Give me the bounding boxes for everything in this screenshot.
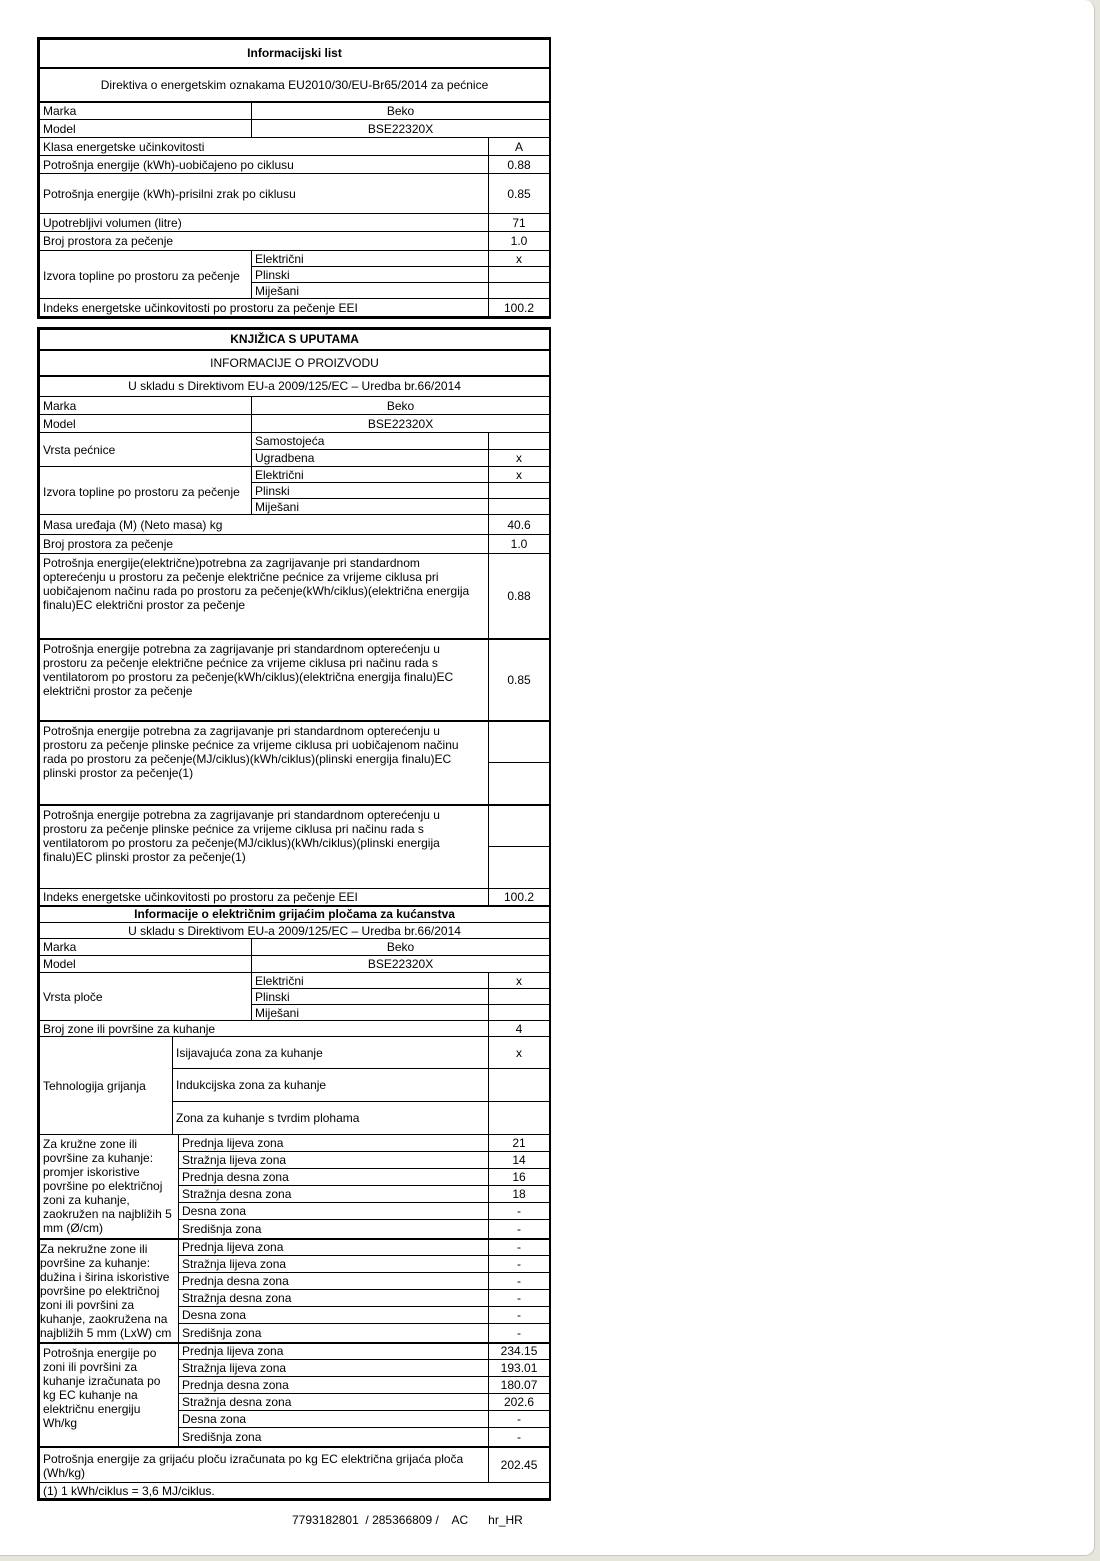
non-circular-zone-value: -	[489, 1256, 550, 1273]
heat-source-electric-value: x	[489, 251, 550, 267]
energy-label-sheet	[37, 37, 551, 319]
oven-heat-source-label: Izvora topline po prostoru za pečenje	[40, 467, 252, 515]
ec-electric-fan-label: Potrošnja energije potrebna za zagrijavanje pri standardnom opterećenju u prostoru za pečenje električne pećnice za vrijeme ciklusa pri načinu rada s ventilatorom po prostoru za pečenje(kWh/ciklus)(električna energija finalu)EC električni prostor za pečenje	[40, 639, 489, 721]
footnote: (1) 1 kWh/ciklus = 3,6 MJ/ciklus.	[40, 1483, 550, 1499]
oven-heat-mixed-label: Miješani	[252, 499, 489, 515]
oven-heat-electric-label: Električni	[252, 467, 489, 483]
circular-zone-value: 14	[489, 1152, 550, 1169]
hob-type-electric-label: Električni	[252, 973, 489, 989]
radiant-zone-label: Isijavajuća zona za kuhanje	[173, 1037, 489, 1069]
hob-type-mixed-value	[489, 1005, 550, 1021]
oven-directive-text: U skladu s Direktivom EU-a 2009/125/EC – Uredba br.66/2014	[40, 376, 550, 397]
oven-eei-label: Indeks energetske učinkovitosti po prostoru za pečenje EEI	[40, 889, 489, 906]
zone-consumption-value: 202.6	[489, 1394, 550, 1411]
zone-consumption-name: Desna zona	[179, 1411, 489, 1428]
circular-zone-name: Prednja desna zona	[179, 1169, 489, 1186]
oven-type-freestanding-value	[489, 433, 550, 450]
heat-source-gas-label: Plinski	[252, 267, 489, 283]
mass-value: 40.6	[489, 515, 550, 535]
oven-type-builtin-value: x	[489, 450, 550, 467]
ec-electric-conventional-value: 0.88	[489, 554, 550, 639]
eei-label: Indeks energetske učinkovitosti po prostoru za pečenje EEI	[40, 299, 489, 317]
hob-consumption-value: 202.45	[489, 1447, 550, 1483]
non-circular-zone-name: Prednja lijeva zona	[179, 1239, 489, 1256]
zone-consumption-name: Središnja zona	[179, 1428, 489, 1447]
product-info-subtitle: INFORMACIJE O PROIZVODU	[40, 350, 550, 376]
non-circular-zone-name: Prednja desna zona	[179, 1273, 489, 1290]
heat-source-label: Izvora topline po prostoru za pečenje	[40, 251, 252, 299]
circular-zone-value: -	[489, 1220, 550, 1239]
hob-directive-text: U skladu s Direktivom EU-a 2009/125/EC – Uredba br.66/2014	[40, 923, 550, 939]
hob-model-value: BSE22320X	[252, 956, 550, 973]
oven-brand-label: Marka	[40, 397, 252, 415]
oven-cavity-count-label: Broj prostora za pečenje	[40, 535, 489, 554]
document-footer: 7793182801 / 285366809 / AC hr_HR	[292, 1513, 523, 1527]
consumption-fan-label: Potrošnja energije (kWh)-prisilni zrak po ciklusu	[40, 174, 489, 214]
zone-consumption-value: 234.15	[489, 1343, 550, 1360]
oven-heat-gas-value	[489, 483, 550, 499]
energy-class-value: A	[489, 138, 550, 156]
circular-zone-name: Desna zona	[179, 1203, 489, 1220]
non-circular-zone-value: -	[489, 1273, 550, 1290]
hob-type-gas-label: Plinski	[252, 989, 489, 1005]
brand-value: Beko	[252, 102, 550, 120]
zone-consumption-name: Prednja lijeva zona	[179, 1343, 489, 1360]
non-circular-zones-label: Za nekružne zone ili površine za kuhanje: dužina i širina iskoristive površine po električnoj zoni ili površini za kuhanje, zaokružena na najbližih 5 mm (LxW) cm	[40, 1239, 179, 1343]
circular-zone-value: 21	[489, 1135, 550, 1152]
induction-zone-label: Indukcijska zona za kuhanje	[173, 1069, 489, 1102]
solid-plate-zone-label: Zona za kuhanje s tvrdim plohama	[173, 1102, 489, 1135]
cooking-zones-label: Broj zone ili površine za kuhanje	[40, 1021, 489, 1037]
circular-zone-name: Središnja zona	[179, 1220, 489, 1239]
hob-type-label: Vrsta ploče	[40, 973, 252, 1021]
ec-electric-fan-value: 0.85	[489, 639, 550, 721]
oven-heat-electric-value: x	[489, 467, 550, 483]
oven-type-freestanding-label: Samostojeća	[252, 433, 489, 450]
oven-model-label: Model	[40, 415, 252, 433]
ec-gas-fan-label: Potrošnja energije potrebna za zagrijavanje pri standardnom opterećenju u prostoru za pečenje plinske pećnice za vrijeme ciklusa pri načinu rada s ventilatorom po prostoru za pečenje(MJ/ciklus)(kWh/ciklus)(plinski energija finalu)EC plinski prostor za pečenje(1)	[40, 805, 489, 889]
induction-zone-value	[489, 1069, 550, 1102]
sheet-title: Informacijski list	[40, 40, 550, 68]
heating-technology-label: Tehnologija grijanja	[40, 1037, 173, 1135]
cavity-count-label: Broj prostora za pečenje	[40, 232, 489, 251]
manual-title: KNJIŽICA S UPUTAMA	[40, 330, 550, 350]
consumption-fan-value: 0.85	[489, 174, 550, 214]
hob-model-label: Model	[40, 956, 252, 973]
oven-heat-mixed-value	[489, 499, 550, 515]
heat-source-mixed-label: Miješani	[252, 283, 489, 299]
circular-zone-value: 18	[489, 1186, 550, 1203]
volume-value: 71	[489, 214, 550, 232]
model-value: BSE22320X	[252, 120, 550, 138]
product-info-sheet	[37, 327, 551, 1501]
cavity-count-value: 1.0	[489, 232, 550, 251]
hob-type-gas-value	[489, 989, 550, 1005]
non-circular-zone-value: -	[489, 1307, 550, 1324]
solid-plate-zone-value	[489, 1102, 550, 1135]
hob-type-mixed-label: Miješani	[252, 1005, 489, 1021]
zone-consumption-value: -	[489, 1428, 550, 1447]
ec-gas-conventional-mj	[489, 721, 550, 763]
zone-consumption-name: Stražnja lijeva zona	[179, 1360, 489, 1377]
eei-value: 100.2	[489, 299, 550, 317]
non-circular-zone-name: Stražnja lijeva zona	[179, 1256, 489, 1273]
radiant-zone-value: x	[489, 1037, 550, 1069]
oven-model-value: BSE22320X	[252, 415, 550, 433]
zone-consumption-value: 180.07	[489, 1377, 550, 1394]
zone-consumption-label: Potrošnja energije po zoni ili površini za kuhanje izračunata po kg EC kuhanje na električnu energiju Wh/kg	[40, 1343, 179, 1447]
oven-cavity-count-value: 1.0	[489, 535, 550, 554]
cooking-zones-value: 4	[489, 1021, 550, 1037]
circular-zone-name: Prednja lijeva zona	[179, 1135, 489, 1152]
energy-class-label: Klasa energetske učinkovitosti	[40, 138, 489, 156]
volume-label: Upotrebljivi volumen (litre)	[40, 214, 489, 232]
oven-heat-gas-label: Plinski	[252, 483, 489, 499]
oven-type-builtin-label: Ugradbena	[252, 450, 489, 467]
heat-source-gas-value	[489, 267, 550, 283]
non-circular-zone-name: Središnja zona	[179, 1324, 489, 1343]
circular-zone-name: Stražnja desna zona	[179, 1186, 489, 1203]
ec-gas-fan-kwh	[489, 847, 550, 889]
zone-consumption-name: Stražnja desna zona	[179, 1394, 489, 1411]
ec-gas-fan-mj	[489, 805, 550, 847]
circular-zone-value: 16	[489, 1169, 550, 1186]
hob-brand-value: Beko	[252, 939, 550, 956]
consumption-conventional-label: Potrošnja energije (kWh)-uobičajeno po ciklusu	[40, 156, 489, 174]
ec-gas-conventional-kwh	[489, 763, 550, 805]
hob-title: Informacije o električnim grijaćim pločama za kućanstva	[40, 906, 550, 923]
oven-eei-value: 100.2	[489, 889, 550, 906]
hob-type-electric-value: x	[489, 973, 550, 989]
heat-source-mixed-value	[489, 283, 550, 299]
zone-consumption-name: Prednja desna zona	[179, 1377, 489, 1394]
circular-zone-value: -	[489, 1203, 550, 1220]
hob-brand-label: Marka	[40, 939, 252, 956]
mass-label: Masa uređaja (M) (Neto masa) kg	[40, 515, 489, 535]
oven-brand-value: Beko	[252, 397, 550, 415]
directive-text: Direktiva o energetskim oznakama EU2010/30/EU-Br65/2014 za pećnice	[40, 68, 550, 102]
non-circular-zone-name: Stražnja desna zona	[179, 1290, 489, 1307]
zone-consumption-value: 193.01	[489, 1360, 550, 1377]
brand-label: Marka	[40, 102, 252, 120]
ec-electric-conventional-label: Potrošnja energije(električne)potrebna za zagrijavanje pri standardnom opterećenju u prostoru za pečenje električne pećnice za vrijeme ciklusa pri uobičajenom načinu rada po prostoru za pečenje(kWh/ciklus)(električna energija finalu)EC električni prostor za pečenje	[40, 554, 489, 639]
zone-consumption-value: -	[489, 1411, 550, 1428]
heat-source-electric-label: Električni	[252, 251, 489, 267]
non-circular-zone-value: -	[489, 1290, 550, 1307]
non-circular-zone-value: -	[489, 1324, 550, 1343]
ec-gas-conventional-label: Potrošnja energije potrebna za zagrijavanje pri standardnom opterećenju u prostoru za pečenje plinske pećnice za vrijeme ciklusa pri uobičajenom načinu rada po prostoru za pečenje(MJ/ciklus)(kWh/ciklus)(plinski energija finalu)EC plinski prostor za pečenje(1)	[40, 721, 489, 805]
circular-zone-name: Stražnja lijeva zona	[179, 1152, 489, 1169]
non-circular-zone-name: Desna zona	[179, 1307, 489, 1324]
consumption-conventional-value: 0.88	[489, 156, 550, 174]
oven-type-label: Vrsta pećnice	[40, 433, 252, 467]
hob-consumption-label: Potrošnja energije za grijaću ploču izračunata po kg EC električna grijaća ploča (Wh/kg)	[40, 1447, 489, 1483]
circular-zones-label: Za kružne zone ili površine za kuhanje: promjer iskoristive površine po električnoj zoni za kuhanje, zaokružen na najbližih 5 mm (Ø/cm)	[40, 1135, 179, 1239]
non-circular-zone-value: -	[489, 1239, 550, 1256]
model-label: Model	[40, 120, 252, 138]
